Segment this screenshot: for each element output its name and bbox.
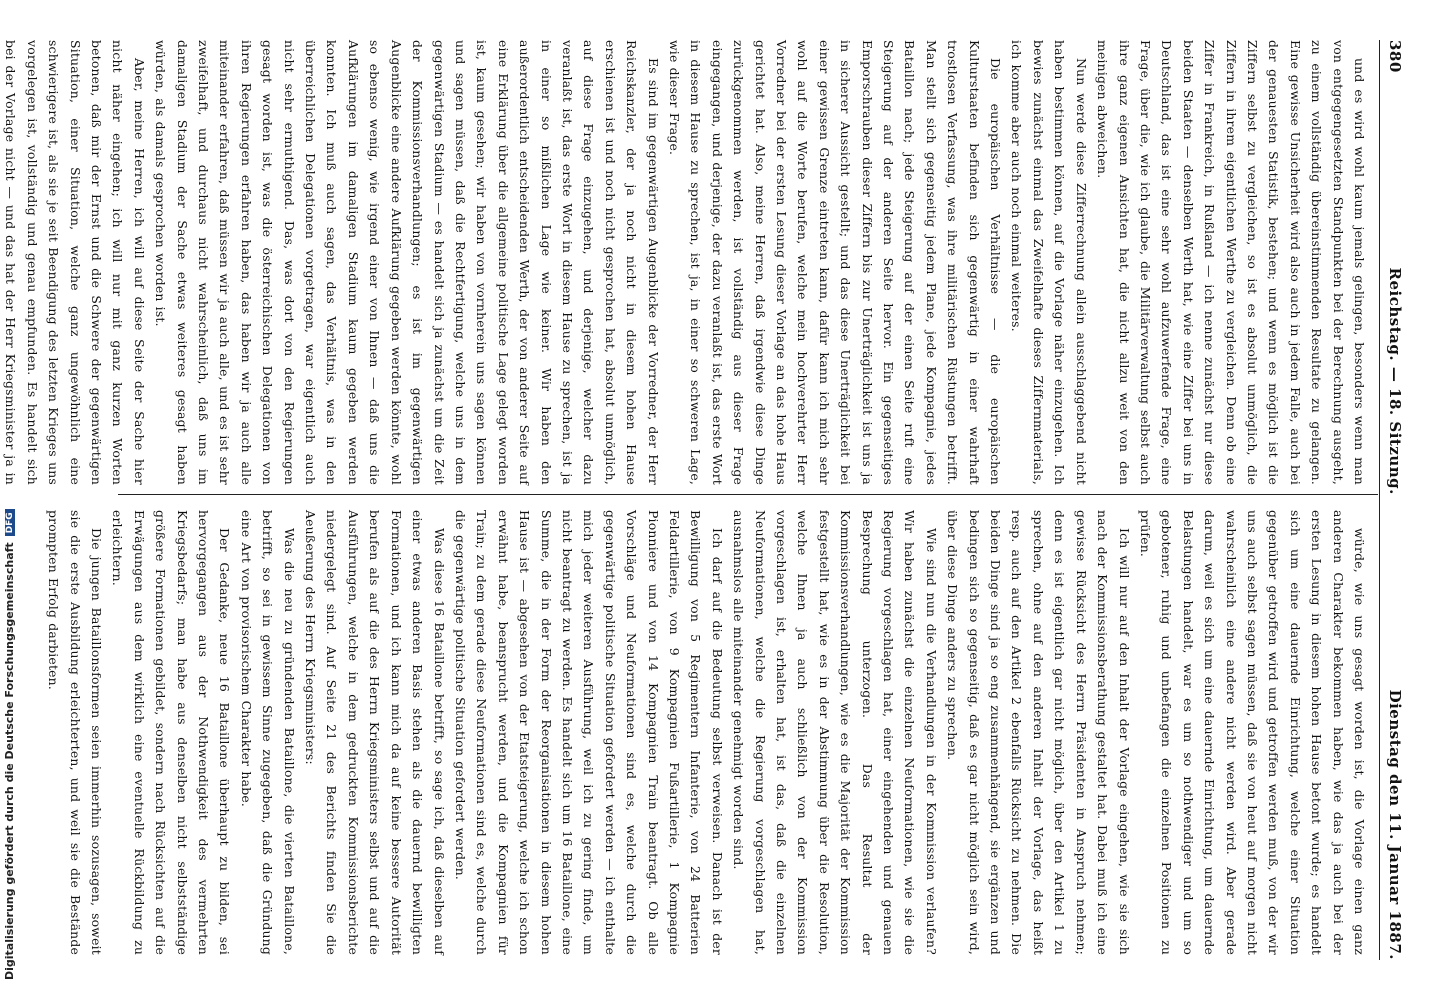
session-title: Reichstag. — 18. Sitzung. — [1386, 267, 1404, 495]
running-head — [1379, 40, 1410, 960]
credit-text: Digitalisierung gefördert durch die Deutsche Forschungsgemeinschaft — [3, 542, 16, 980]
paragraph: Wie sind nun die Verhandlungen in der Kommission verlaufen? Wir haben zunächst die einzelnen Neuformationen, wie sie die Regierung vorgeschlagen hat, einer eingehenden und genauen Besprechung unterzogen. Das Resultat der Kommissionsverhandlungen, wie es die Majorität der Kommission festgestellt hat, wie es in der Abstimmung über die Resolution, welche Ihnen ja auch schließlich von der Kommission vorgeschlagen ist, erhalten hat, ist das, daß die einzelnen Neuformationen, welche die Regierung vorgeschlagen hat, ausnahmslos alle miteinander genehmigt worden sind. — [731, 510, 939, 955]
paragraph: Nun werde diese Zifferrechnung allein ausschlaggebend nicht haben bestimmen können, auf die Vorlage näher einzugehen. Ich bewies zunächst einmal das Zweifelhafte dieses Ziffernmaterials, ich komme aber auch noch einmal weiteres. — [1009, 40, 1089, 485]
paragraph: Es sind im gegenwärtigen Augenblicke der Vorredner, der Herr Reichskanzler, der ja noch nicht in diesem hohen Hause erschienen ist und noch nicht gesprochen hat, absolut unmöglich, auf diese Frage einzugehen, und derjenige, welcher dazu veranlaßt ist, das erste Wort in diesem Hause zu sprechen, ist ja in einer so mißlichen Lage wie keiner. Wir haben den außerordentlich entscheidenden Werth, der von anderer Seite auf eine Erklärung über die allgemeine politische Lage gelegt worden ist, kaum gesehen; wir haben von vornherein uns sagen können und sagen müssen, daß die Rechtfertigung, welche uns in dem gegenwärtigen Stadium — es handelt sich ja zunächst um die Zeit der Kommissionsverhandlungen; es ist im gegenwärtigen Augenblicke eine andere Aufklärung gegeben werden könnte, wohl so ebenso wenig, wie irgend einer von Ihnen — daß uns die Aufklärungen im damaligen Stadium kaum gegeben werden konnten. Ich muß auch sagen, das Verhältnis, was in den überreichlichen Delegationen vorgetragen, war eigentlich auch nicht sehr ermuthigend. Das, was dort von den Regierungen gesagt worden ist, was die österreichischen Delegationen von ihren Regierungen erfahren haben, das haben wir ja auch alle miteinander erfahren, daß müssen wir ja auch alle, und es ist sehr zweifelhaft, und durchaus nicht wahrscheinlich, daß uns im damaligen Stadium der Sache etwas weiteres gesagt haben würden, als damals gesprochen worden ist. — [153, 40, 661, 485]
paragraph: würde, wie uns gesagt worden ist, die Vorlage einen ganz anderen Charakter bekommen haben, wie das ja auch bei der ersten Lesung in diesem hohen Hause betont wurde; es handelt sich um eine dauernde Einrichtung, welche einer Situation gegenüber getroffen wird und getroffen werden muß, von der wir uns auch selbst sagen müssen, daß sie von heut auf morgen nicht wahrscheinlich eine andere nicht werden wird. Aber gerade darum, weil es sich um eine dauernde Einrichtung, um dauernde Belastungen handelt, war es um so nothwendiger und um so gebotener, ruhig und unbefangen die einzelnen Positionen zu prüfen. — [1137, 510, 1367, 955]
right-column — [43, 510, 1370, 955]
page-number: 380 — [1386, 40, 1404, 73]
digitization-credit — [3, 509, 16, 980]
left-column — [0, 40, 1370, 485]
paragraph: Die jungen Bataillonsformen seien immerhin sozusagen, soweit sie die erste Ausbildung erleichterten, und weil sie die Bestände prompten Erfolg darbieten. — [46, 510, 105, 955]
session-date: Dienstag den 11. Januar 1887. — [1386, 689, 1404, 960]
paragraph: Was diese 16 Bataillone betrifft, so sage ich, daß dieselben auf einer etwas anderen Basis stehen als die dauernd bewilligten Formationen, und ich kann mich da auf keine bessere Autorität berufen als auf die des Herrn Kriegsministers selbst und auf die Ausführungen, welche in dem gedruckten Kommissionsberichte niedergelegt sind. Auf Seite 21 des Berichts finden Sie die Aeußerung des Herrn Kriegsministers: — [303, 510, 447, 955]
dfg-logo: DFG — [5, 509, 15, 536]
paragraph: und es wird wohl kaum jemals gelingen, besonders wenn man von entgegengesetzten Standpunkten bei der Berechnung ausgeht, zu einem vollständig übereinstimmenden Resultate zu gelangen. Eine gewisse Unsicherheit wird also auch in jedem Falle, auch bei der genauesten Statistik, bestehen; und wenn es möglich ist die Ziffern selbst zu vergleichen, so ist es absolut unmöglich, die Ziffern in ihrem eigentlichen Werthe zu vergleichen. Denn ob eine Ziffer in Frankreich, in Rußland — ich nenne zunächst nur diese beiden Staaten — denselben Werth hat, wie eine Ziffer bei uns in Deutschland, das ist eine sehr wohl aufzuwerfende Frage, eine Frage, über die, wie ich glaube, die Militärverwaltung selbst auch ihre ganz eigenen Ansichten hat, die nicht allzu weit von den meinigen abweichen. — [1095, 40, 1367, 485]
paragraph: Die europäischen Verhältnisse — die europäischen Kulturstaaten befinden sich gegenwärtig in einer wahrhaft trostlosen Verfassung, was ihre militärischen Rüstungen betrifft. Man stellt sich gegenseitig jedem Plane, jede Kompagnie, jedes Bataillon nach; jede Steigerung auf der einen Seite ruft eine Steigerung auf der anderen Seite hervor. Ein gegenseitiges Emporschrauben dieser Ziffern bis zur Unerträglichkeit ist uns ja in sicherer Aussicht gestellt; und das diese Unerträglichkeit bei einer gewissen Grenze eintreten kann, dafür kann ich mich sehr wohl auf die Worte berufen, welche mein hochverehrter Herr Vorredner bei der ersten Lesung dieser Vorlage an das hohe Haus gerichtet hat. Also, meine Herren, daß irgendwie diese Dinge zurückgenommen werden, ist vollständig aus dieser Frage eingegangen, und derjenige, der dazu veranlaßt ist, das erste Wort in diesem Hause zu sprechen, ist ja, in einer so schweren Lage, wie dieser Frage. — [667, 40, 1004, 485]
paragraph: Was die neu zu gründenden Bataillone, die vierten Bataillone, betrifft, so sei in gewissem Sinne zugegeben, daß die Gründung eine Art von provisorischem Charakter habe. — [238, 510, 297, 955]
column-divider — [118, 494, 1378, 495]
paragraph: Ich will nur auf den Inhalt der Vorlage eingehen, wie sie sich nach der Kommissionsberathung gestaltet hat. Dabei muß ich eine gewisse Rücksicht des Herrn Präsidenten in Anspruch nehmen; denn es ist eigentlich gar nicht möglich, über den Artikel 1 zu sprechen, ohne auf den anderen Inhalt der Vorlage, das heißt resp. auch auf den Artikel 2 ebenfalls Rücksicht zu nehmen. Die beiden Dinge sind ja so eng zusammenhängend, sie ergänzen und bedingen sich so gegenseitig, daß es gar nicht möglich sein wird, über diese Dinge anders zu sprechen. — [945, 510, 1132, 955]
paragraph: Der Gedanke, neue 16 Bataillone überhaupt zu bilden, sei hervorgegangen aus der Nothwendigkeit des vermehrten Kriegsbedarfs; man habe aus denselben nicht selbstständige größere Formationen gebildet, sondern nach Rücksichten auf die Erwägungen aus dem wirklich eine eventuelle Rückbildung zu erleichtern. — [110, 510, 233, 955]
paragraph: Ich darf auf die Bedeutung selbst verweisen. Danach ist der Bewilligung von 5 Regimentern Infanterie, von 24 Batterien Feldartillerie, von 9 Kompagnien Fußartillerie, 1 Kompagnie Pionniere und von 14 Kompagnien Train beantragt. Ob alle Vorschläge und Neuformationen sind es, welche durch die gegenwärtige politische Situation gefordert werden — ich enthalte mich jeder weiteren Ausführung, weil ich zu gering finde, um nicht beantragt zu werden. Es handelt sich um 16 Bataillone, eine Summe, die in der Form der Reorganisationen in diesem hohen Hause ist — abgesehen von der Etatsteigerung, welche ich schon erwähnt habe, beansprucht werden, und die Kompagnien für Train; zu dem gerade diese Neuformationen sind es, welche durch die gegenwärtige politische Situation gefordert werden. — [452, 510, 725, 955]
paragraph: Aber, meine Herren, ich will auf diese Seite der Sache hier nicht näher eingehen; ich will nur mit ganz kurzen Worten betonen, daß mir der Ernst und die Schwere der gegenwärtigen Situation, einer Situation, welche ganz ungewöhnlich eine schwierigere ist, als sie je seit Beendigung des letzten Krieges uns vorgelegen ist, vollständig und genau empfunden. Es handelt sich bei der Vorlage nicht — und das hat der Herr Kriegsminister ja in — [3, 40, 147, 485]
